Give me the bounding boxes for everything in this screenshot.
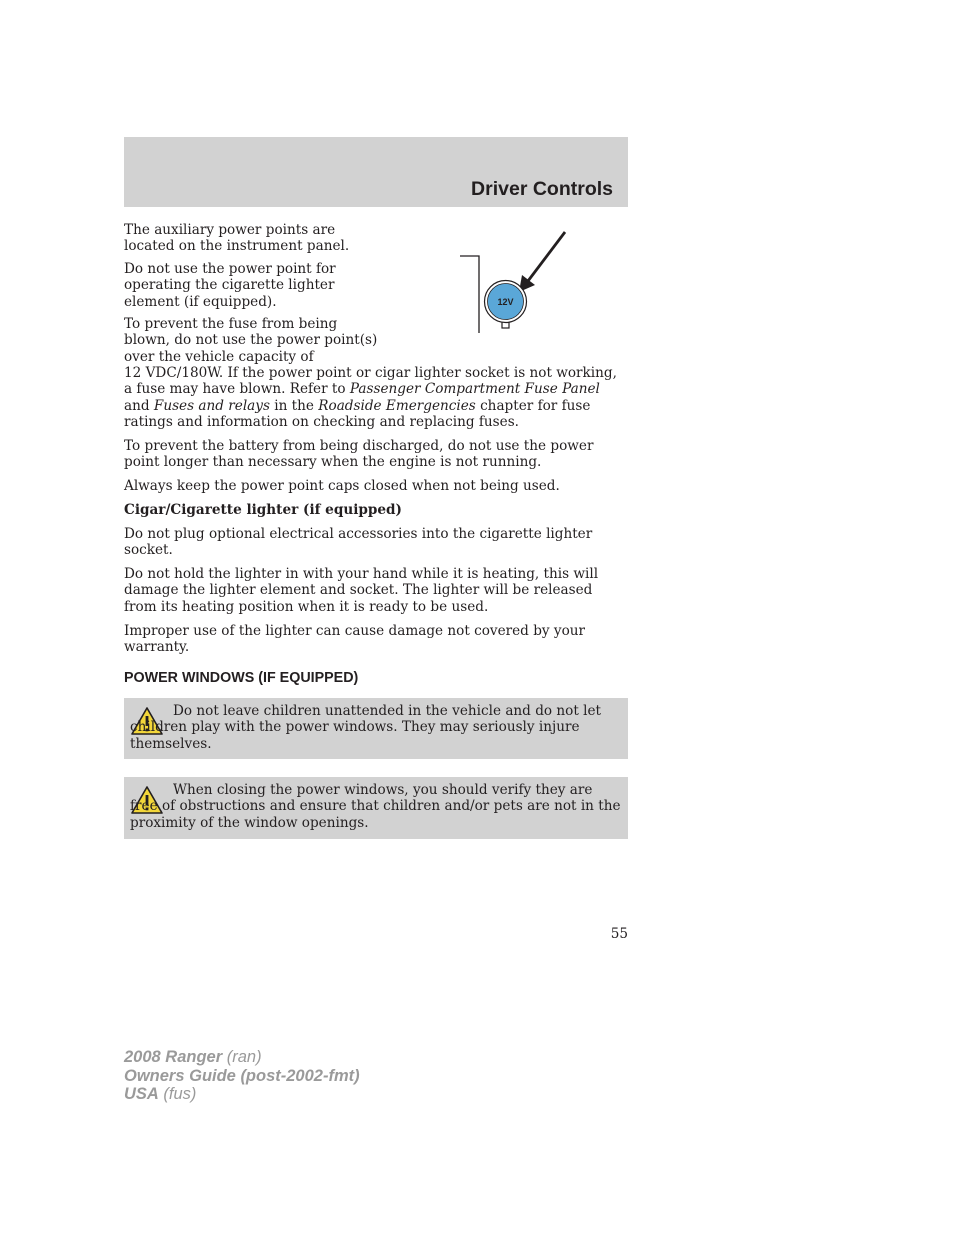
fuses-relays-reference: Fuses and relays: [153, 397, 270, 414]
footer-model: 2008 Ranger: [124, 1048, 223, 1066]
footer-line-3: [124, 1085, 360, 1104]
cigar-lighter-subheading: Cigar/Cigarette lighter (if equipped): [124, 502, 402, 518]
footer-line-1: [124, 1048, 360, 1067]
battery-paragraph: To prevent the battery from being discharged, do not use the power point longer than necessary when the engine is not running.: [124, 438, 594, 471]
warning-text: Do not leave children unattended in the vehicle and do not let children play with the power windows. They may seriously injure themselves.: [130, 703, 601, 752]
warning-box-obstructions: [124, 777, 628, 839]
fuse-paragraph-start: To prevent the fuse from being blown, do not use the power point(s) over the vehicle capacity of: [124, 316, 378, 365]
page-section-title: Driver Controls: [471, 178, 613, 200]
footer-region-code: (fus): [158, 1085, 197, 1103]
fuse-text: 12 VDC/180W. If the power point or cigar lighter socket is not working, a fuse may have blown. Refer to: [124, 365, 617, 398]
fuse-panel-reference: Passenger Compartment Fuse Panel: [349, 381, 600, 398]
fuse-text-in: in the: [269, 397, 319, 414]
socket-label: 12V: [497, 297, 514, 307]
document-footer: [124, 1048, 360, 1104]
footer-region: USA: [124, 1085, 159, 1103]
page-number: 55: [610, 926, 628, 942]
header-band: [124, 137, 628, 207]
power-point-12v-icon: [455, 225, 575, 340]
roadside-emergencies-reference: Roadside Emergencies: [318, 397, 476, 414]
warning-text: When closing the power windows, you should verify they are free of obstructions and ensure that children and/or pets are not in the proximity of the window openings.: [130, 782, 621, 831]
caps-paragraph: Always keep the power point caps closed when not being used.: [124, 478, 560, 494]
warning-box-children: [124, 698, 628, 759]
fuse-text-and: and: [124, 397, 154, 414]
power-windows-heading: POWER WINDOWS (IF EQUIPPED): [124, 670, 359, 686]
fuse-text-end: chapter for fuse ratings and information on checking and replacing fuses.: [124, 397, 591, 430]
power-point-lighter-paragraph: Do not use the power point for operating the cigarette lighter element (if equipped).: [124, 261, 336, 310]
footer-model-code: (ran): [222, 1048, 262, 1066]
power-point-location-paragraph: The auxiliary power points are located on the instrument panel.: [124, 222, 350, 255]
cigar-accessories-paragraph: Do not plug optional electrical accessories into the cigarette lighter socket.: [124, 526, 593, 559]
cigar-heating-paragraph: Do not hold the lighter in with your hand while it is heating, this will damage the lighter element and socket. The lighter will be released from its heating position when it is ready to be used.: [124, 566, 599, 615]
footer-line-2: [124, 1067, 360, 1086]
cigar-warranty-paragraph: Improper use of the lighter can cause damage not covered by your warranty.: [124, 623, 586, 656]
footer-guide: Owners Guide (post-2002-fmt): [124, 1066, 360, 1085]
fuse-paragraph-continued: [124, 365, 628, 430]
